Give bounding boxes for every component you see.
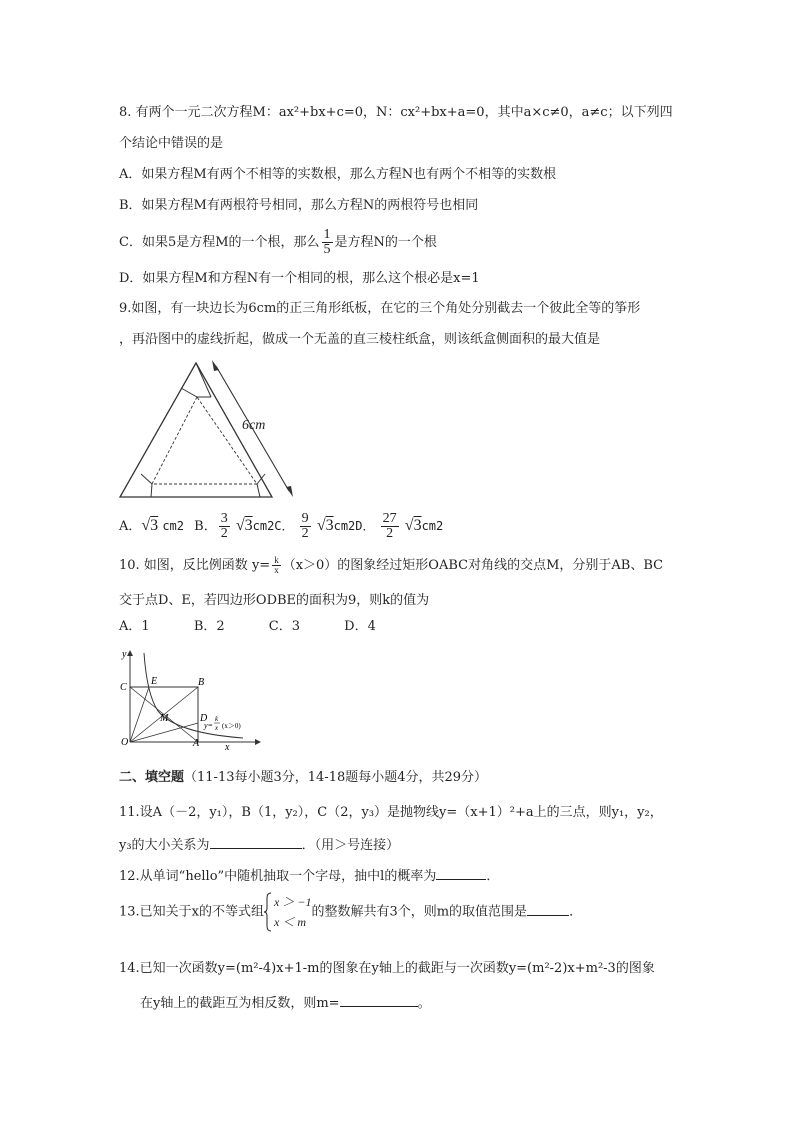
sqrt-symbol: √3 — [235, 517, 253, 534]
q13-inequality-2: x ＜ m — [274, 915, 307, 929]
fraction-denominator: 2 — [386, 526, 394, 541]
q10-option-d: D．4 — [344, 619, 376, 634]
q9-unit-d: cm2 — [421, 519, 444, 533]
q11-line2-post: ．（用＞号连接） — [301, 838, 400, 853]
section2-note: （11-13每小题3分，14-18题每小题4分，共29分） — [184, 770, 488, 785]
axis-label-y: y — [122, 649, 127, 660]
q8-stem-line2: 个结论中错误的是 — [119, 136, 224, 151]
q11-answer-blank[interactable] — [210, 835, 302, 849]
q9-option-b-label: B． — [194, 519, 217, 534]
q10-stem-line2: 交于点D、E，若四边形ODBE的面积为9，则k的值为 — [119, 593, 430, 608]
function-label: y= — [204, 721, 213, 730]
function-label-x: x — [215, 724, 219, 732]
q14-line2-post: 。 — [417, 996, 431, 1011]
axis-label-x: x — [225, 742, 230, 752]
q9-option-a-label: A． — [119, 519, 142, 534]
q9-stem-line1: 9.如图，有一块边长为6cm的正三角形纸板，在它的三个角处分别截去一个彼此全等的筝形 — [119, 301, 641, 316]
q12-line — [119, 866, 499, 886]
fraction-numerator: 9 — [301, 511, 309, 526]
q12-pre: 12.从单词“hello”中随机抽取一个字母，抽中l的概率为 — [119, 869, 437, 884]
q11-line1: 11.设A（－2，y₁），B（1，y₂），C（2，y₃）是抛物线y=（x+1）²+a上的三点，则y₁，y₂， — [119, 805, 663, 820]
q8-option-d: D．如果方程M和方程N有一个相同的根，那么这个根必是x=1 — [119, 271, 480, 286]
fraction-denominator: 2 — [301, 526, 309, 541]
q9-options — [119, 512, 443, 541]
q10-k-over-x — [272, 556, 281, 575]
q10-stem-post: （x＞0）的图象经过矩形OABC对角线的交点M，分别于AB、BC — [282, 558, 664, 573]
point-label-a: A — [193, 738, 200, 749]
fraction-numerator: k — [274, 555, 279, 565]
fraction-denominator: 5 — [323, 242, 331, 257]
point-label-c: C — [120, 682, 127, 693]
point-label-m: M — [160, 713, 169, 724]
q13-inequality-1: x ＞ −1 — [274, 895, 312, 909]
sqrt-symbol: √3 — [141, 517, 159, 534]
q9-option-c-fraction — [300, 512, 311, 541]
q10-option-c: C．3 — [268, 619, 300, 634]
function-label-condition: (x＞0) — [222, 722, 241, 730]
q11-line2 — [119, 835, 399, 855]
q13-pre: 13.已知关于x的不等式组 — [119, 904, 265, 920]
q8-stem-line1: 8. 有两个一元二次方程M：ax²+bx+c=0，N：cx²+bx+a=0，其中a×c≠0，a≠c；以下列四 — [119, 105, 673, 120]
q13-end: ． — [569, 904, 583, 920]
q10-option-a: A．1 — [119, 619, 150, 634]
radicand: 3 — [244, 517, 253, 534]
q8-option-c-pre: C．如果5是方程M的一个根，那么 — [119, 235, 320, 250]
fraction-numerator: 1 — [323, 227, 331, 242]
fraction-denominator: 2 — [220, 526, 228, 541]
section2-heading — [119, 769, 487, 787]
q12-post: ． — [486, 869, 500, 884]
q9-stem-line2: ，再沿图中的虚线折起，做成一个无盖的直三棱柱纸盒，则该纸盒侧面积的最大值是 — [119, 332, 601, 347]
q10-option-b: B．2 — [193, 619, 225, 634]
q10-graph-figure — [118, 647, 268, 752]
q13-inequality-system — [264, 892, 311, 932]
q13-post: 的整数解共有3个，则m的取值范围是 — [311, 904, 528, 920]
q9-unit-a: cm2 — [162, 519, 184, 533]
q8-option-a: A．如果方程M有两个不相等的实数根，那么方程N也有两个不相等的实数根 — [119, 167, 557, 182]
q14-line2 — [140, 993, 431, 1013]
sqrt-symbol: √3 — [404, 517, 422, 534]
radicand: 3 — [413, 517, 422, 534]
function-label-k: k — [215, 715, 219, 723]
q14-line1: 14.已知一次函数y=(m²-4)x+1-m的图象在y轴上的截距与一次函数y=(m²-2)x+m²-3的图象 — [119, 961, 655, 976]
q8-option-c-fraction — [322, 228, 333, 257]
fraction-numerator: 3 — [220, 511, 228, 526]
radicand: 3 — [150, 517, 159, 534]
point-label-b: B — [198, 677, 205, 688]
fraction-numerator: 27 — [382, 511, 397, 526]
q9-figure-label: 6cm — [242, 418, 266, 433]
q9-option-d-fraction — [381, 512, 399, 541]
q8-option-c-post: 是方程N的一个根 — [334, 235, 437, 250]
q9-unit-c: cm2D． — [333, 519, 375, 533]
q9-triangle-figure — [115, 357, 310, 503]
q8-option-b: B．如果方程M有两根符号相同，那么方程N的两根符号也相同 — [119, 198, 479, 213]
point-label-e: E — [151, 676, 158, 687]
section2-title: 二、填空题 — [119, 770, 185, 785]
fraction-denominator: x — [274, 565, 279, 575]
point-label-d: D — [200, 713, 208, 724]
q13-line — [119, 892, 582, 933]
q10-stem-line1 — [119, 556, 663, 575]
q9-unit-b: cm2C． — [252, 519, 294, 533]
q10-options — [119, 618, 376, 636]
q9-option-b-fraction — [219, 512, 230, 541]
q10-stem-pre: 10. 如图，反比例函数 y= — [119, 558, 271, 573]
q8-option-c — [119, 228, 437, 257]
q11-line2-pre: y₃的大小关系为 — [119, 838, 210, 853]
radicand: 3 — [325, 517, 334, 534]
q14-line2-pre: 在y轴上的截距互为相反数，则m= — [140, 996, 340, 1011]
q12-answer-blank[interactable] — [436, 866, 486, 880]
q14-answer-blank[interactable] — [340, 993, 418, 1007]
q13-answer-blank[interactable] — [527, 902, 569, 916]
sqrt-symbol: √3 — [316, 517, 334, 534]
point-label-o: O — [121, 737, 129, 748]
brace-icon — [264, 892, 272, 932]
